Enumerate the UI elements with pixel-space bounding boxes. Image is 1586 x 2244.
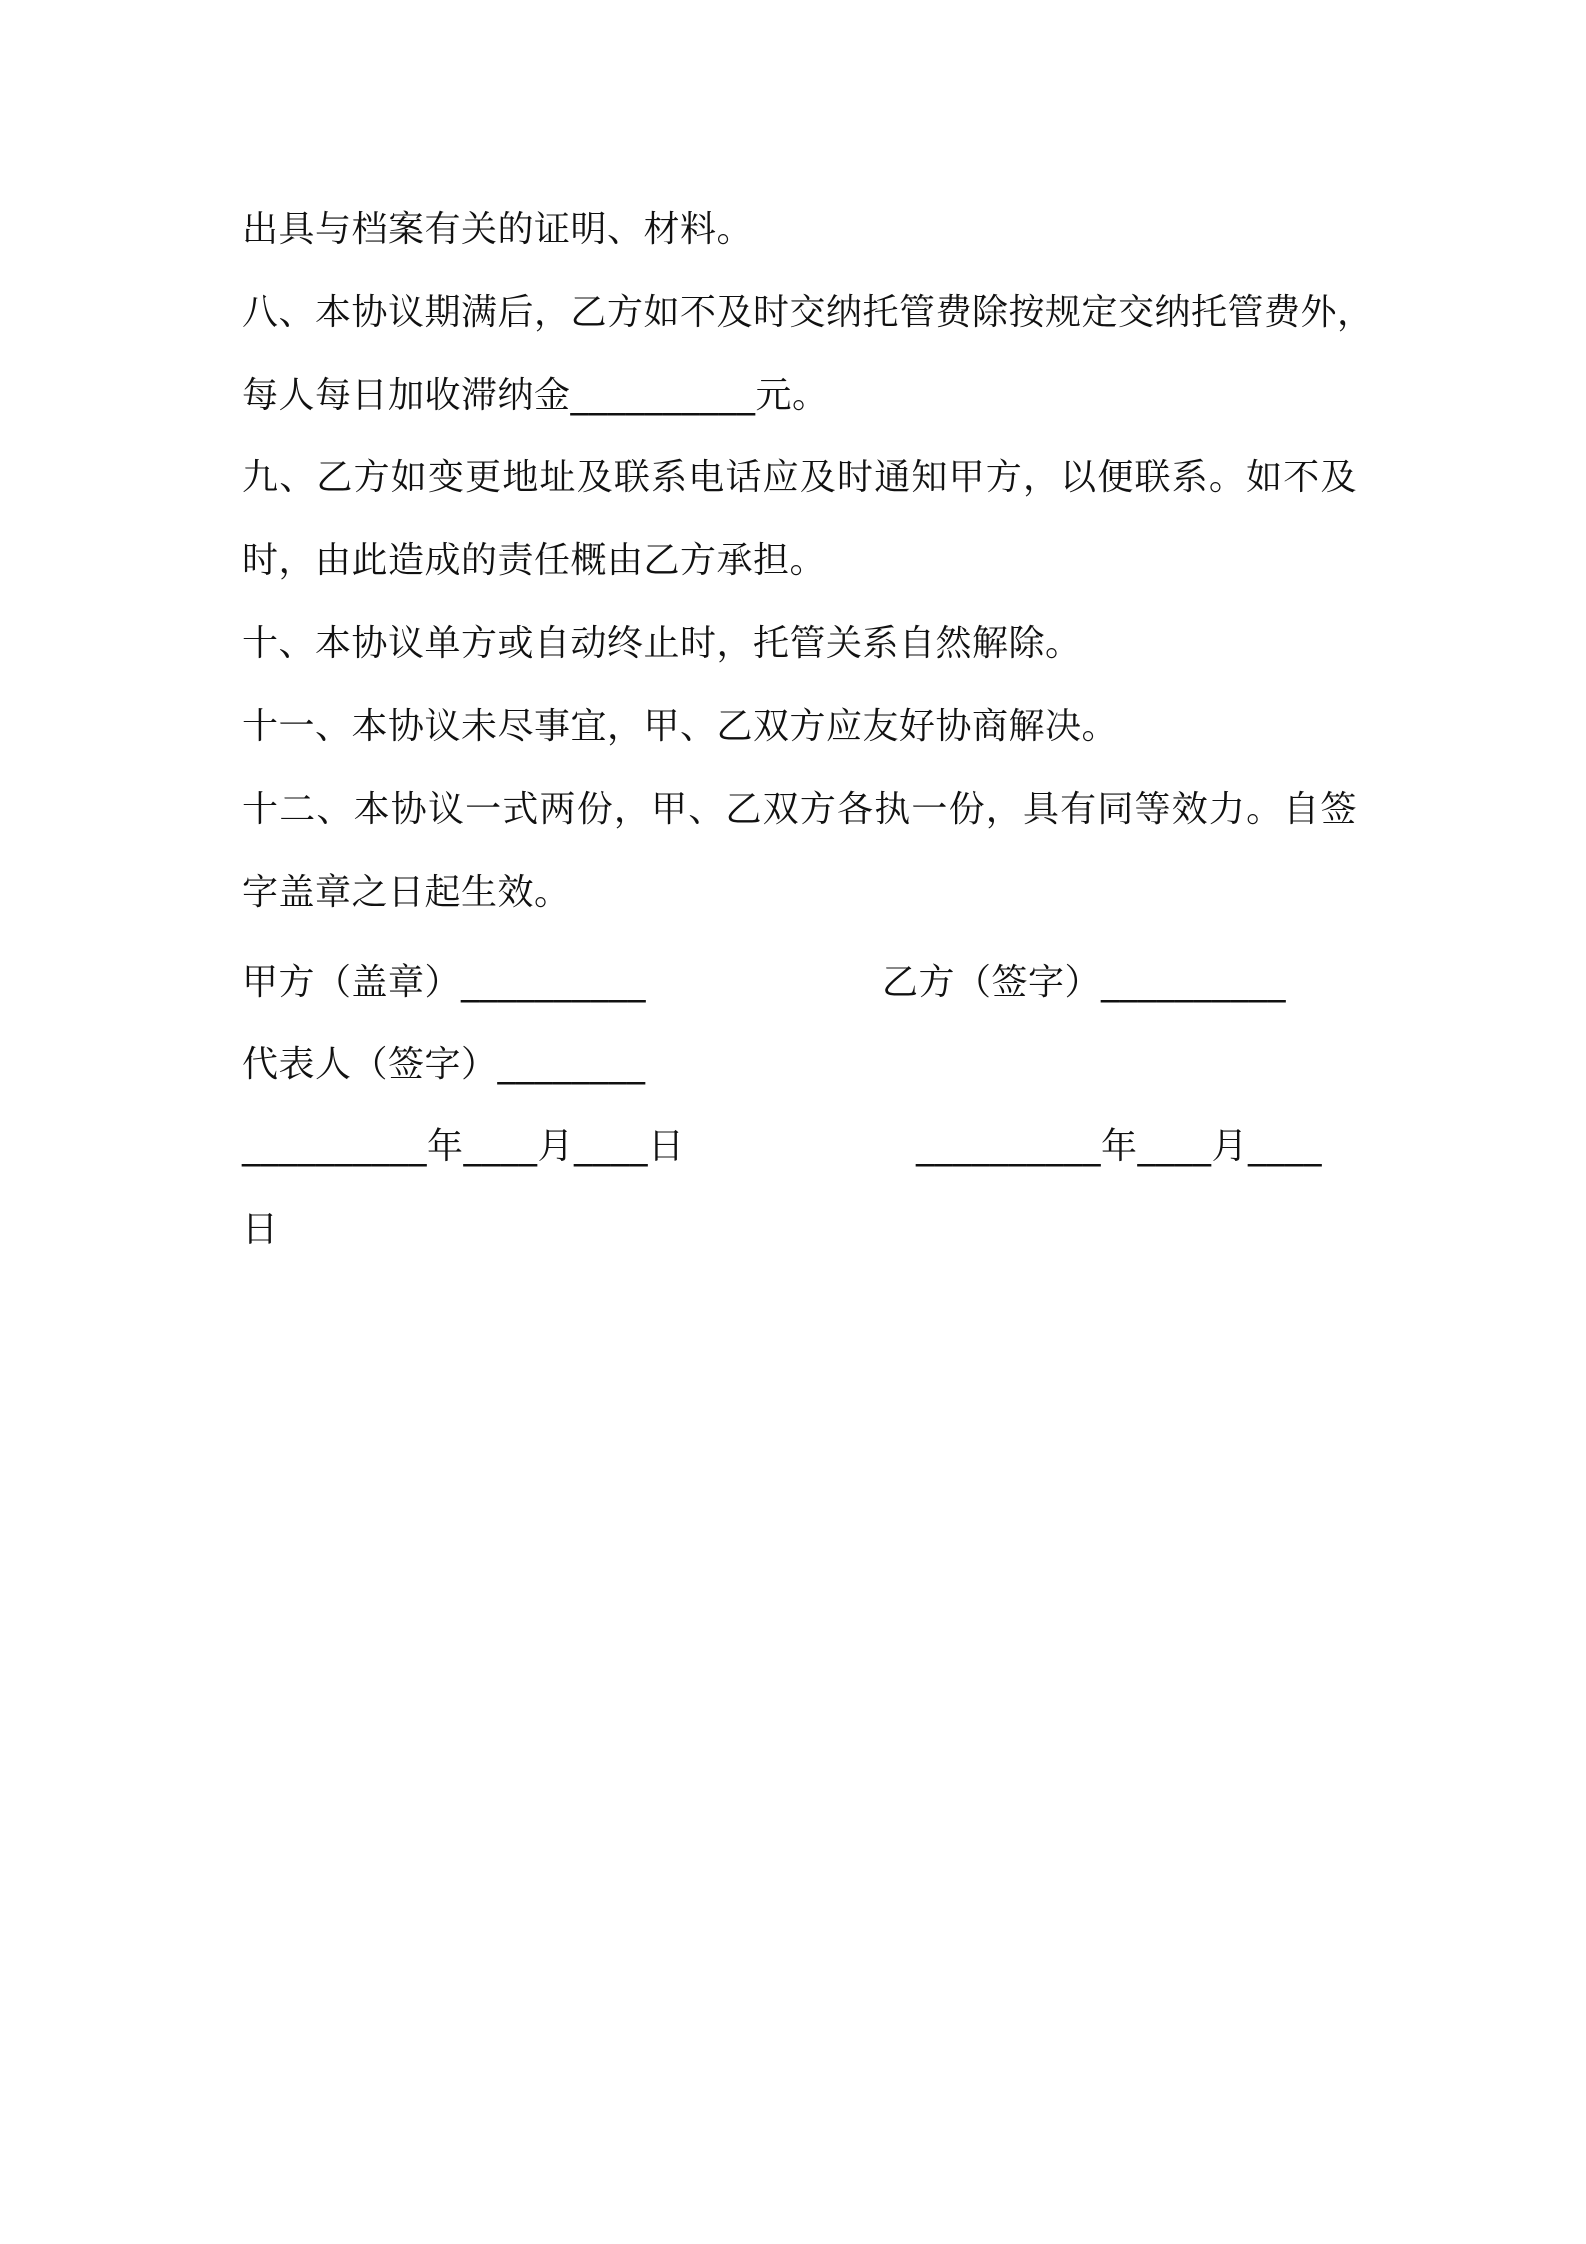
clause-9-line-2: 时，由此造成的责任概由乙方承担。 <box>242 540 827 581</box>
text-line-1: 出具与档案有关的证明、材料。 <box>242 209 754 250</box>
party-a-seal-field: 甲方（盖章）__________ <box>242 962 647 1003</box>
party-a-date-field: __________年____月____日 <box>242 1126 685 1167</box>
clause-9-line-1: 九、乙方如变更地址及联系电话应及时通知甲方，以便联系。如不及 <box>242 457 1357 498</box>
clause-12-line-1: 十二、本协议一式两份，甲、乙双方各执一份，具有同等效力。自签 <box>242 789 1357 830</box>
clause-11: 十一、本协议未尽事宜，甲、乙双方应友好协商解决。 <box>242 706 1119 747</box>
clause-8-line-2: 每人每日加收滞纳金__________元。 <box>242 375 829 416</box>
party-b-date-tail: 日 <box>242 1209 279 1250</box>
clause-12-line-2: 字盖章之日起生效。 <box>242 872 571 913</box>
representative-sign-field: 代表人（签字）________ <box>242 1044 646 1085</box>
clause-10: 十、本协议单方或自动终止时，托管关系自然解除。 <box>242 623 1082 664</box>
party-b-date-field: __________年____月____ <box>916 1126 1322 1167</box>
party-b-sign-field: 乙方（签字）__________ <box>882 962 1287 1003</box>
clause-8-line-1: 八、本协议期满后，乙方如不及时交纳托管费除按规定交纳托管费外， <box>242 292 1374 333</box>
